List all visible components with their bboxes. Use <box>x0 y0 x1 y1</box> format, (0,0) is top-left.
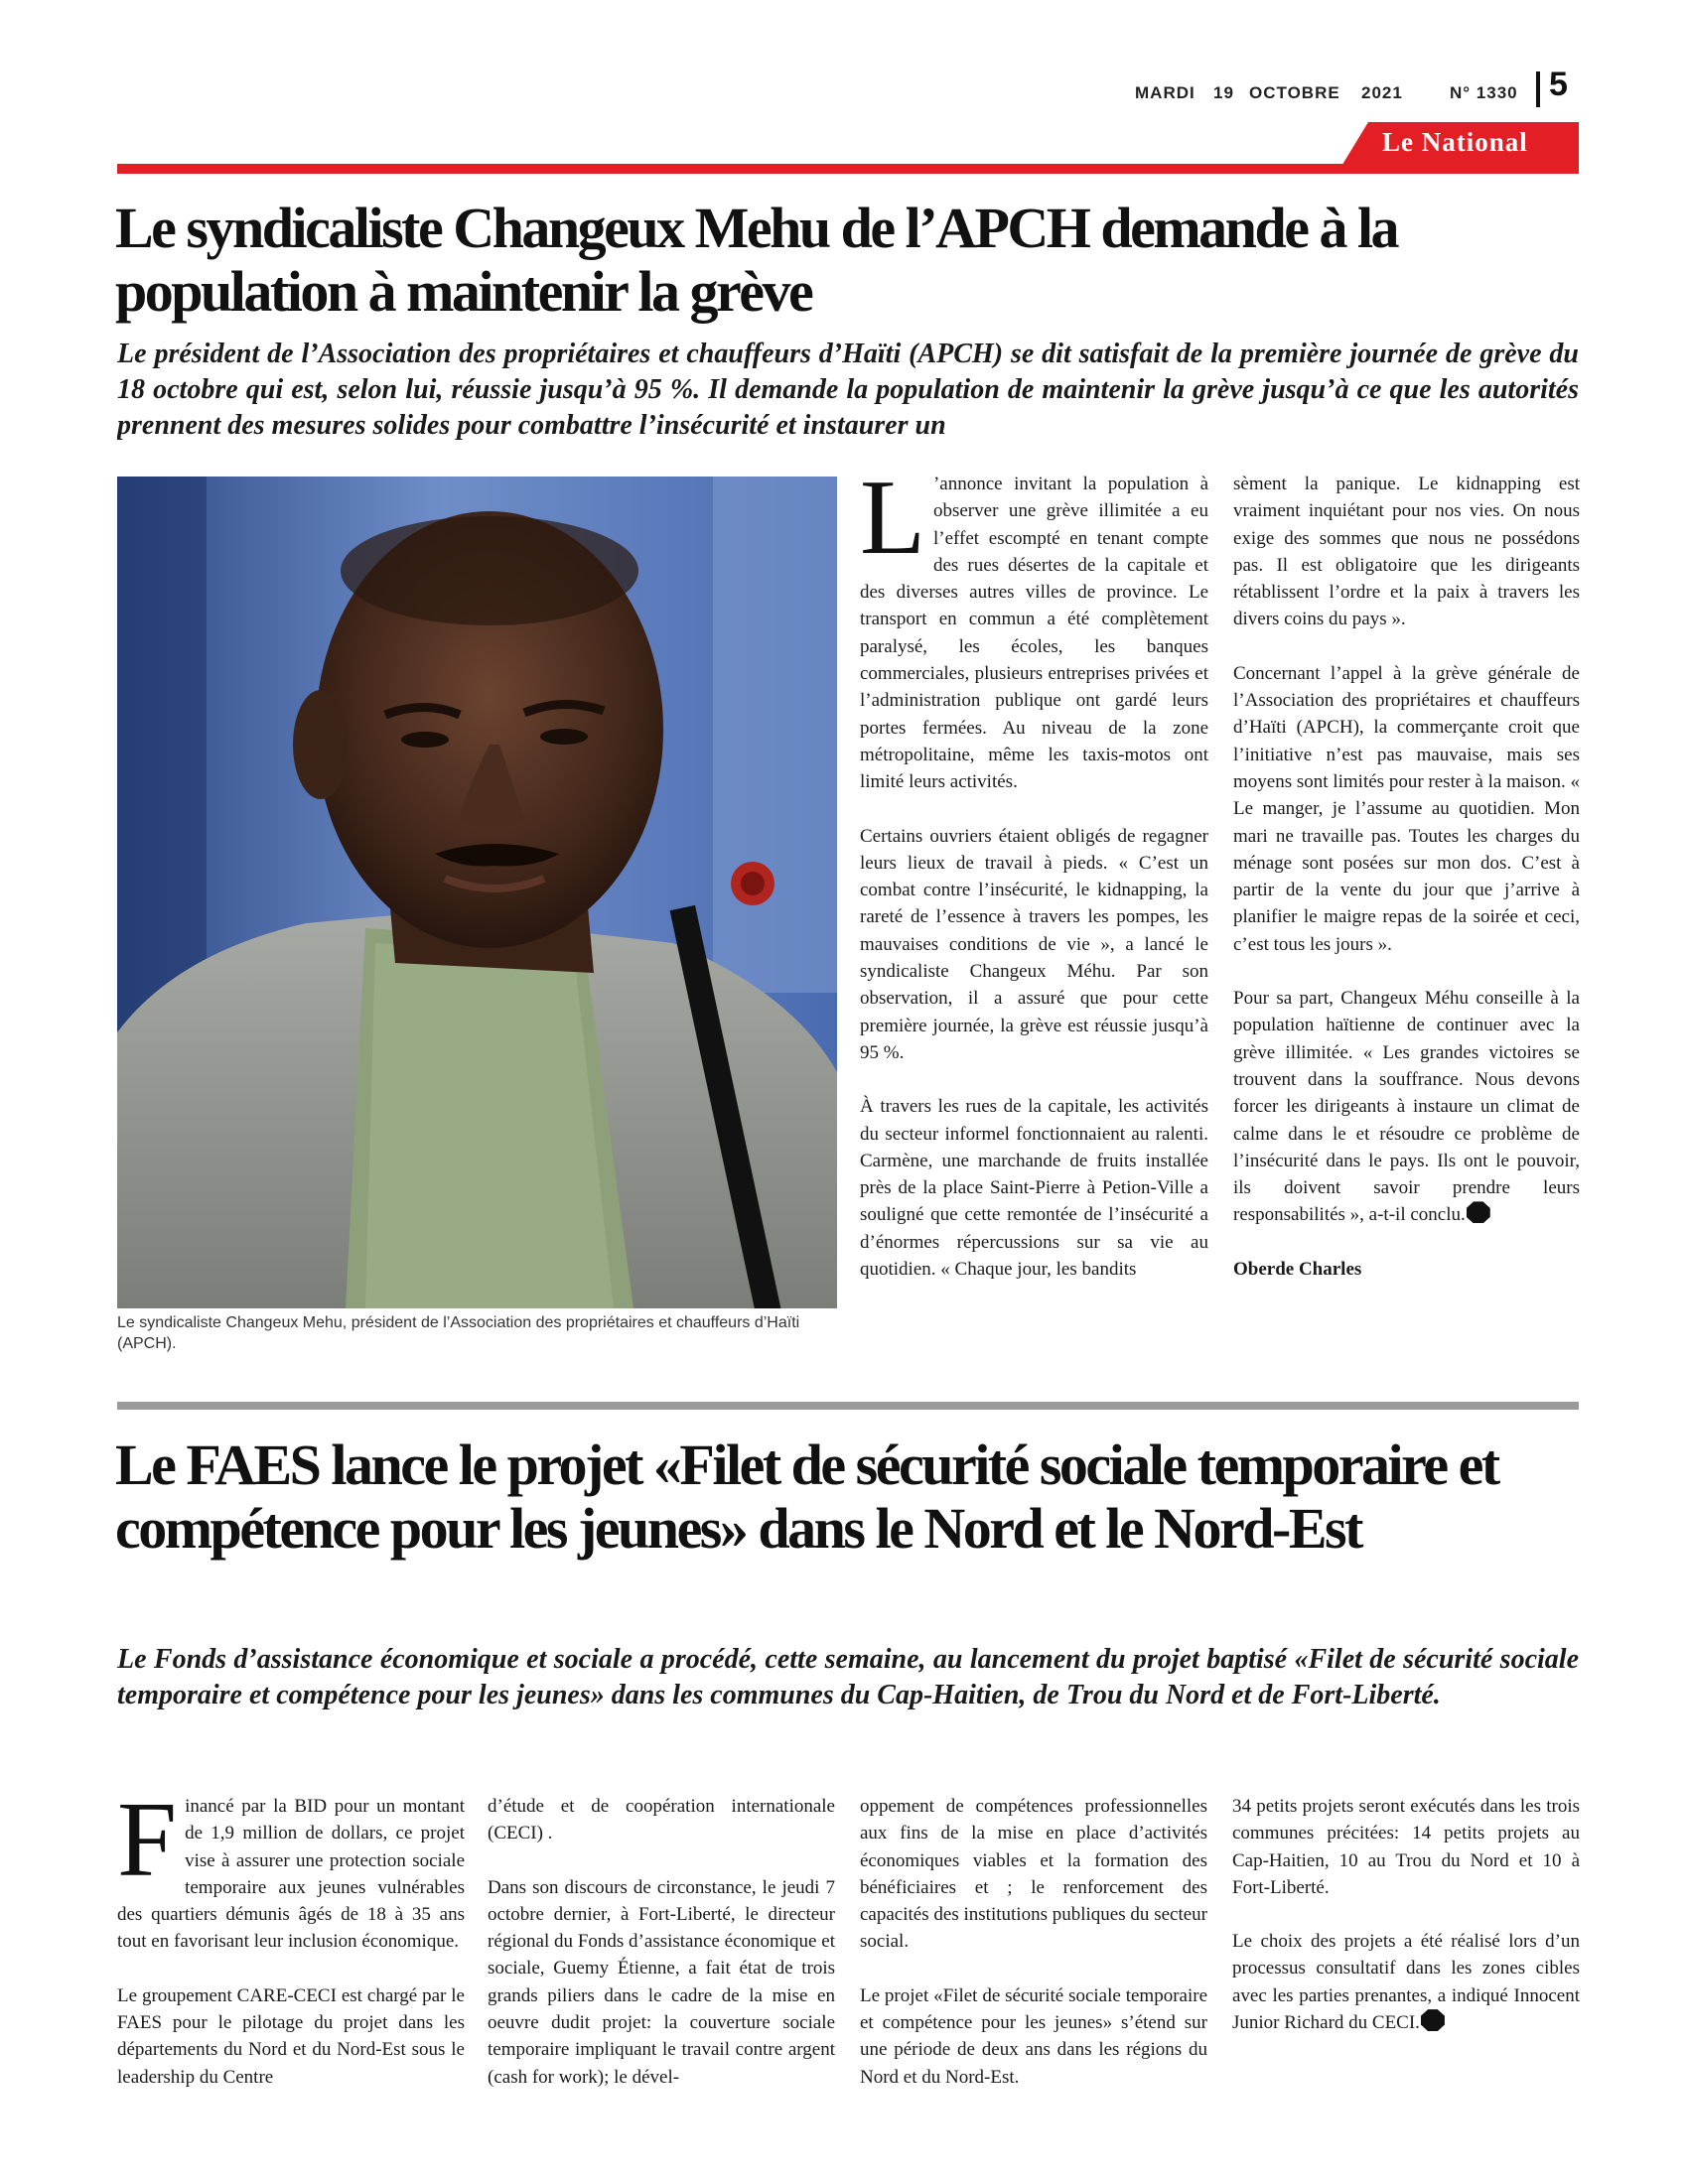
issue-year: 2021 <box>1361 83 1403 102</box>
article2-paragraph: inancé par la BID pour un montant de 1,9 million de dollars, ce projet vise à assurer une protection sociale temporaire aux jeunes vulnérables des quartiers démunis âgés de 18 à 35 ans tout en favorisant leur inclusion économique. <box>117 1796 465 1953</box>
article2-dropcap: F <box>117 1781 178 1899</box>
article-divider <box>117 1402 1579 1410</box>
article2-paragraph: Le choix des projets a été réalisé lors d’un processus consultatif dans les zones cibles avec les parties prenantes, a indiqué Innocent Junior Richard du CECI. <box>1232 1931 1580 2034</box>
article1-paragraph: Pour sa part, Changeux Méhu conseille à la population haïtienne de continuer avec la grève illimitée. « Les grandes victoires se trouvent dans la souffrance. Nous devons forcer les dirigeants à instaure un climat de calme dans le et résoudre ce problème de l’insécurité dans le pays. Ils ont le pouvoir, ils doivent savoir prendre leurs responsabilités », a-t-il conclu. <box>1233 988 1580 1226</box>
article1-lede: Le président de l’Association des propriétaires et chauffeurs d’Haïti (APCH) se dit satisfait de la première journée de grève du 18 octobre qui est, selon lui, réussie jusqu’à 95 %. Il demande la population de maintenir la grève jusqu’à ce que les autorités prennent des mesures solides pour combattre l’insécurité et instaurer un <box>117 339 1579 441</box>
page-number-divider <box>1536 71 1540 107</box>
article2-paragraph: Dans son discours de circonstance, le jeudi 7 octobre dernier, à Fort-Liberté, le directeur régional du Fonds d’assistance économique et sociale, Guemy Étienne, a fait état de trois grands piliers dans le cadre de la mise en oeuvre dudit projet: la couverture sociale temporaire impliquant le travail contre argent (cash for work); le dével- <box>488 1876 835 2088</box>
article2-column-4 <box>1232 1793 1580 2170</box>
article1-paragraph: À travers les rues de la capitale, les activités du secteur informel fonctionnaient au ralenti. Carmène, une marchande de fruits installée près de la place Saint-Pierre à Petion-Ville a souligné que cette remontée de l’insécurité a d’énormes répercussions sur sa vie au quotidien. « Chaque jour, les bandits <box>860 1096 1208 1281</box>
article1-paragraph: sèment la panique. Le kidnapping est vraiment inquiétant pour nos vies. On nous exige des sommes que nous ne possédons pas. Il est obligatoire que les dirigeants rétablissent l’ordre et la paix à travers les divers coins du pays ». <box>1233 474 1580 630</box>
section-label: Le National <box>1382 127 1528 157</box>
article1-byline: Oberde Charles <box>1233 1258 1362 1280</box>
article2-paragraph: Le groupement CARE-CECI est chargé par le FAES pour le pilotage du projet dans les départements du Nord et du Nord-Est sous le leadership du Centre <box>117 1984 465 2088</box>
end-of-article-icon <box>1421 2009 1445 2031</box>
issue-day: MARDI <box>1135 83 1196 102</box>
end-of-article-icon <box>1467 1201 1490 1223</box>
article1-paragraph: Concernant l’appel à la grève générale de l’Association des propriétaires et chauffeurs d’Haïti (APCH), la commerçante croit que l’initiative n’est pas mauvaise, mais ses moyens sont limités pour rester à la maison. « Le manger, je l’assume au quotidien. Mon mari ne travaille pas. Toutes les charges du ménage sont posées sur mon dos. C’est à partir de la vente du jour que j’arrive à planifier le maigre repas de la soirée et ceci, c’est tous les jours ». <box>1233 662 1580 955</box>
issue-number: N° 1330 <box>1450 83 1518 102</box>
section-rule <box>117 164 1579 174</box>
article1-paragraph: Certains ouvriers étaient obligés de regagner leurs lieux de travail à pieds. « C’est un combat contre l’insécurité, le kidnapping, la rareté de l’essence à travers les pompes, les mauvaises conditions de vie », a lancé le syndicaliste Changeux Méhu. Par son observation, il a assuré que pour cette première journée, la grève est réussie jusqu’à 95 %. <box>860 825 1208 1063</box>
article1-column-1 <box>860 459 1208 1364</box>
issue-month: OCTOBRE <box>1249 83 1340 102</box>
article1-paragraph: ’annonce invitant la population à observer une grève illimitée a eu l’effet escompté en tenant compte des rues désertes de la capitale et des diverses autres villes de province. Le transport en commun a été complètement paralysé, les écoles, les banques commerciales, plusieurs entreprises privées et l’administration publique ont gardé leurs portes fermées. Au niveau de la zone métropolitaine, même les taxis-motos ont limité leurs activités. <box>860 474 1208 793</box>
article2-paragraph: 34 petits projets seront exécutés dans les trois communes précitées: 14 petits projets au Cap-Haitien, 10 au Trou du Nord et 10 à Fort-Liberté. <box>1232 1796 1580 1898</box>
article2-column-1 <box>117 1781 465 2170</box>
article2-headline: Le FAES lance le projet «Filet de sécurité sociale temporaire et compétence pour les jeunes» dans le Nord et le Nord-Est <box>115 1433 1498 1561</box>
article2-paragraph: d’étude et de coopération internationale (CECI) . <box>488 1796 835 1844</box>
article2-paragraph: oppement de compétences professionnelles aux fins de la mise en place d’activités économiques viables et la formation des bénéficiaires et ; le renforcement des capacités des institutions publiques du secteur social. <box>860 1796 1207 1953</box>
issue-date: 19 <box>1213 83 1234 102</box>
article2-paragraph: Le projet «Filet de sécurité sociale temporaire et compétence pour les jeunes» s’étend sur une période de deux ans dans les régions du Nord et du Nord-Est. <box>860 1984 1207 2088</box>
article1-headline: Le syndicaliste Changeux Mehu de l’APCH demande à la population à maintenir la grève <box>115 196 1398 324</box>
article1-column-2 <box>1233 471 1580 1364</box>
article1-dropcap: L <box>860 459 925 577</box>
page-number: 5 <box>1549 66 1568 103</box>
article2-lede: Le Fonds d’assistance économique et sociale a procédé, cette semaine, au lancement du projet baptisé «Filet de sécurité sociale temporaire et compétence pour les jeunes» dans les communes du Cap-Haitien, de Trou du Nord et de Fort-Liberté. <box>117 1644 1579 1710</box>
article2-column-3 <box>860 1793 1207 2170</box>
article2-column-2 <box>488 1793 835 2170</box>
article1-photo <box>117 477 837 1308</box>
article1-photo-caption: Le syndicaliste Changeux Mehu, président de l’Association des propriétaires et chauffeurs d’Haïti (APCH). <box>117 1314 800 1352</box>
